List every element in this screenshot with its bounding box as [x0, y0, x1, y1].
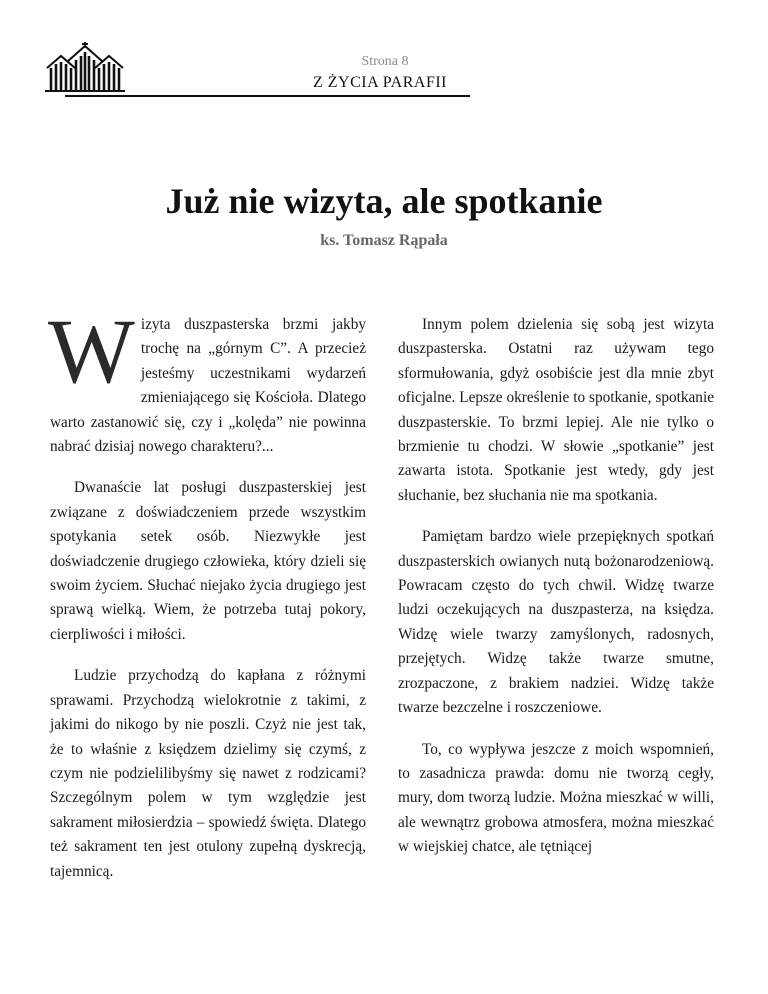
paragraph: To, co wypływa jeszcze z moich wspomnień, to zasadnicza prawda: domu nie tworzą cegły, mury, dom tworzą ludzie. Można mieszkać w willi, ale wewnątrz grobowa atmosfera, można mieszkać w wiejskiej chatce, ale tętniącej	[398, 740, 714, 856]
article-author: ks. Tomasz Rąpała	[320, 232, 448, 249]
article-title: Już nie wizyta, ale spotkanie	[165, 181, 603, 221]
right-column	[398, 313, 714, 877]
drop-cap: W	[48, 300, 135, 402]
page-header	[0, 0, 768, 110]
church-buildings-icon	[45, 42, 125, 92]
paragraph	[48, 300, 366, 459]
left-column	[48, 300, 366, 901]
paragraph: Dwanaście lat posługi duszpasterskiej jest związane z doświadczeniem przede wszystkim spotykania setek osób. Niezwykłe jest doświadczenie drugiego człowieka, który dzieli się swoim życiem. Słuchać niejako życia drugiego jest sprawą wielką. Wiem, że potrzeba tutaj pokory, cierpliwości i miłości.	[50, 479, 366, 643]
paragraph: Innym polem dzielenia się sobą jest wizyta duszpasterska. Ostatni raz używam tego sformułowania, gdyż osobiście jest dla mnie zbyt oficjalne. Lepsze określenie to spotkanie, spotkanie duszpasterskie. To brzmi lepiej. Ale nie tylko o brzmienie tu chodzi. W słowie „spotkanie” jest zawarta istota. Spotkanie jest wtedy, gdy jest słuchanie, bez słuchania nie ma spotkania.	[398, 316, 714, 504]
paragraph: Ludzie przychodzą do kapłana z różnymi sprawami. Przychodzą wielokrotnie z takimi, z jakimi do nikogo by nie poszli. Czyż nie jest tak, że to właśnie z księdzem dzielimy się czymś, z czym nie podzielilibyśmy się nawet z rodzicami? Szczególnym polem w tym względzie jest sakrament miłosierdzia – spowiedź święta. Dlatego też sakrament ten jest otulony zupełną dyskrecją, tajemnicą.	[50, 667, 366, 880]
paragraph: Pamiętam bardzo wiele przepięknych spotkań duszpasterskich owianych nutą bożonarodzeniową. Powracam często do tych chwil. Widzę twarze ludzi oczekujących na duszpasterza, na księdza. Widzę wiele twarzy zamyślonych, radosnych, przejętych. Widzę także twarze smutne, zrozpaczone, z brakiem nadziei. Widzę także twarze bezczelne i roszczeniowe.	[398, 528, 714, 717]
page-number: Strona 8	[361, 54, 409, 69]
paragraph-text: izyta duszpasterska brzmi jakby trochę na „górnym C”. A przecież jesteśmy uczestnikami wydarzeń zmieniającego się Kościoła. Dlatego warto zastanowić się, czy i „kolęda” nie powinna nabrać dzisiaj nowego charakteru?...	[50, 316, 366, 456]
header-divider	[65, 95, 470, 97]
section-title: Z ŻYCIA PARAFII	[312, 74, 448, 91]
